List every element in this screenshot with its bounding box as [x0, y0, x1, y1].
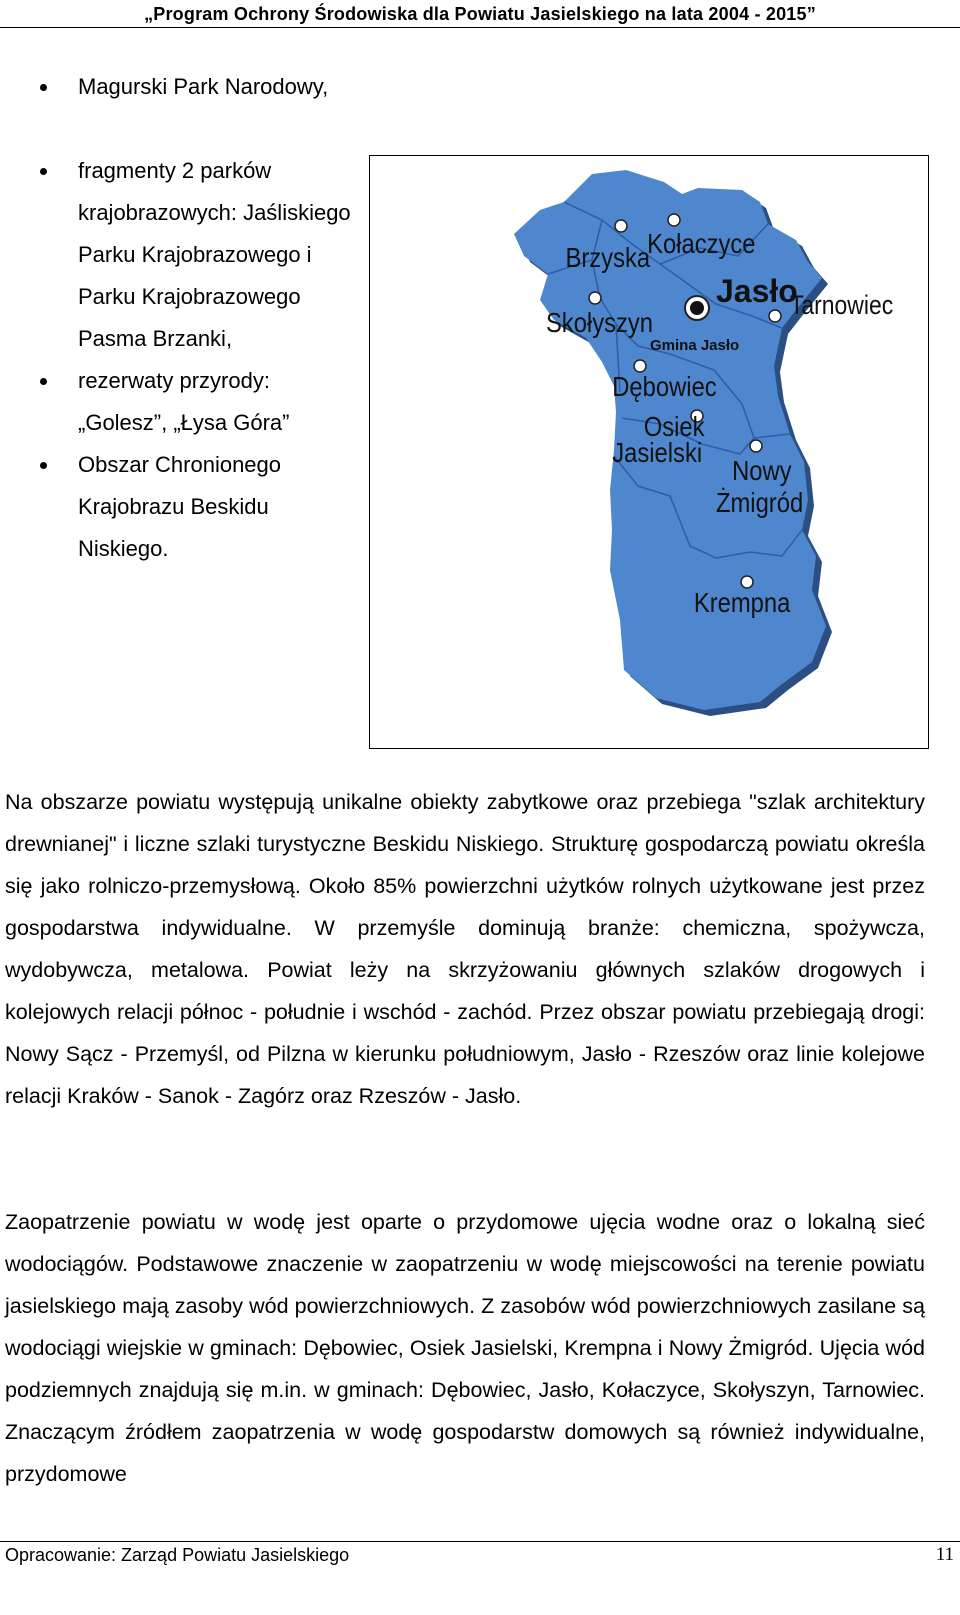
- page-number: 11: [935, 1544, 954, 1565]
- bullet-icon: [40, 462, 47, 469]
- list-item: [0, 66, 358, 108]
- map-label-gmina-jaslo: Gmina Jasło: [650, 337, 740, 354]
- map-label-nowy-line1: Nowy: [732, 454, 792, 487]
- map-label-osiek-line1: Osiek: [643, 410, 705, 443]
- list-item-text: Obszar Chronionego Krajobrazu Beskidu Niskiego.: [78, 452, 282, 561]
- town-marker-kolaczyce: [668, 214, 680, 226]
- map-label-skolyszyn: Skołyszyn: [545, 306, 654, 339]
- county-map: [369, 155, 929, 749]
- map-label-kolaczyce: Kołaczyce: [647, 227, 756, 260]
- town-marker-brzyska: [615, 220, 627, 232]
- map-label-brzyska: Brzyska: [565, 241, 651, 274]
- list-item-text: rezerwaty przyrody: „Golesz”, „Łysa Góra”: [78, 368, 290, 435]
- list-item: [0, 360, 358, 444]
- map-label-jaslo: Jasło: [716, 273, 798, 309]
- list-item-text: Magurski Park Narodowy,: [78, 74, 329, 99]
- footer-author: Opracowanie: Zarząd Powiatu Jasielskiego: [5, 1545, 350, 1565]
- document-title: „Program Ochrony Środowiska dla Powiatu Jasielskiego na lata 2004 - 2015”: [144, 4, 816, 24]
- paragraph-water-supply: Zaopatrzenie powiatu w wodę jest oparte o przydomowe ujęcia wodne oraz o lokalną sieć wodociągów. Podstawowe znaczenie w zaopatrzeniu w wodę miejscowości na terenie powiatu jasielskiego mają zasoby wód powierzchniowych. Z zasobów wód powierzchniowych zasilane są wodociągi wiejskie w gminach: Dębowiec, Osiek Jasielski, Krempna i Nowy Żmigród. Ujęcia wód podziemnych znajdują się m.in. w gminach: Dębowiec, Jasło, Kołaczyce, Skołyszyn, Tarnowiec. Znaczącym źródłem zaopatrzenia w wodę gospodarstw domowych są również indywidualne, przydomowe: [5, 1210, 925, 1486]
- town-marker-jaslo-center: [690, 301, 704, 315]
- town-marker-nowy-zmigrod: [750, 440, 762, 452]
- map-label-nowy-line2: Żmigród: [715, 486, 804, 519]
- bullet-icon: [40, 378, 47, 385]
- town-marker-skolyszyn: [589, 292, 601, 304]
- paragraph-heritage-economy: Na obszarze powiatu występują unikalne obiekty zabytkowe oraz przebiega "szlak architektury drewnianej" i liczne szlaki turystyczne Beskidu Niskiego. Strukturę gospodarczą powiatu określa się jako rolniczo-przemysłową. Około 85% powierzchni użytków rolnych użytkowane jest przez gospodarstwa indywidualne. W przemyśle dominują branże: chemiczna, spożywcza, wydobywcza, metalowa. Powiat leży na skrzyżowaniu głównych szlaków drogowych i kolejowych relacji północ - południe i wschód - zachód. Przez obszar powiatu przebiegają drogi: Nowy Sącz - Przemyśl, od Pilzna w kierunku południowym, Jasło - Rzeszów oraz linie kolejowe relacji Kraków - Sanok - Zagórz oraz Rzeszów - Jasło.: [5, 790, 925, 1108]
- list-item: [0, 150, 358, 360]
- page-header: [0, 0, 960, 28]
- list-item-text: fragmenty 2 parków krajobrazowych: Jaśliskiego Parku Krajobrazowego i Parku Krajobrazowego Pasma Brzanki,: [78, 158, 351, 351]
- map-label-osiek-line2: Jasielski: [612, 436, 703, 469]
- footer-divider: [0, 1541, 960, 1542]
- protected-areas-list: [0, 66, 360, 570]
- map-label-debowiec: Dębowiec: [612, 370, 717, 403]
- map-label-krempna: Krempna: [693, 586, 791, 619]
- town-marker-tarnowiec: [769, 310, 781, 322]
- list-item: [0, 444, 358, 570]
- bullet-icon: [40, 168, 47, 175]
- county-map-graphic: [370, 156, 928, 748]
- map-label-tarnowiec: Tarnowiec: [789, 290, 894, 321]
- bullet-icon: [40, 84, 47, 91]
